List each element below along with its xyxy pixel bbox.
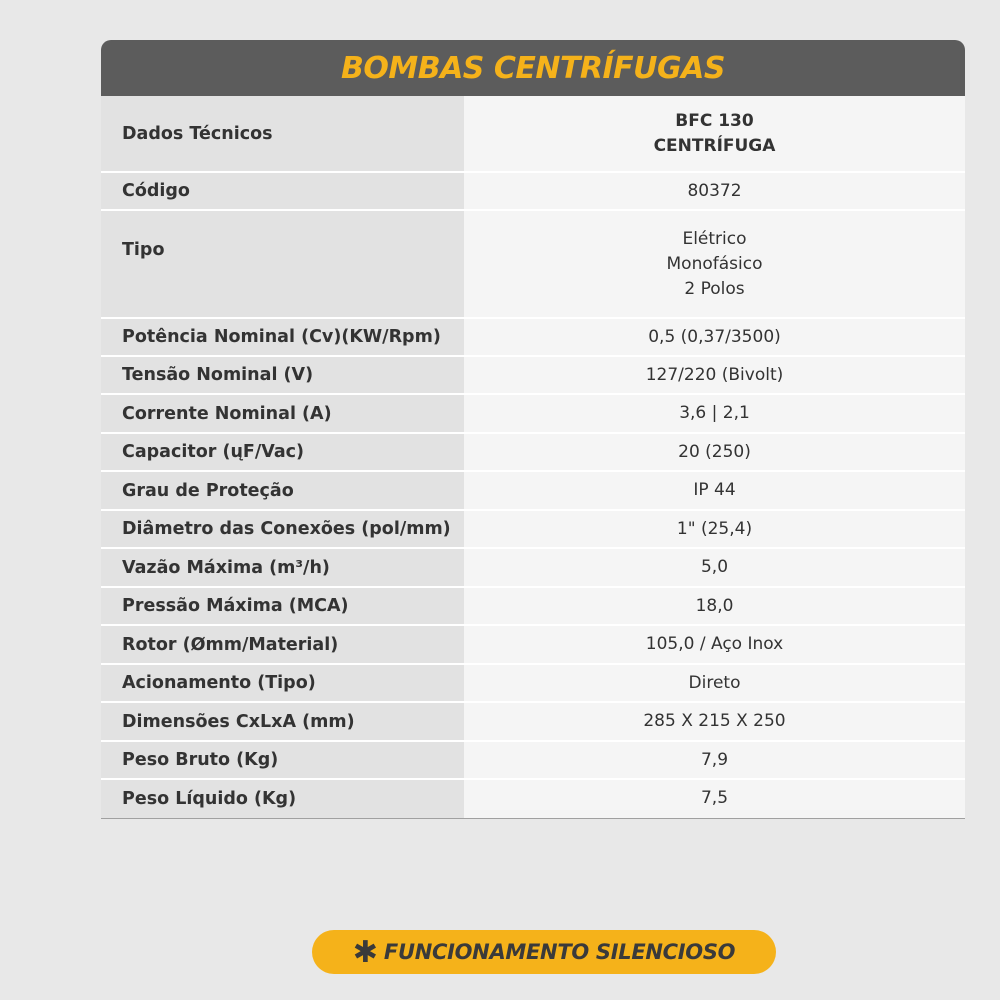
row-value [464, 96, 965, 172]
row-value: 20 (250) [464, 433, 965, 471]
model-type: CENTRÍFUGA [653, 135, 776, 156]
table-row [101, 433, 965, 471]
row-value [464, 210, 965, 318]
row-label: Dimensões CxLxA (mm) [101, 702, 464, 741]
row-value: Direto [464, 664, 965, 702]
asterisk-icon: ✱ [352, 935, 378, 970]
row-value: 18,0 [464, 587, 965, 625]
row-value: 1" (25,4) [464, 510, 965, 548]
row-label: Dados Técnicos [101, 96, 464, 172]
table-row [101, 394, 965, 433]
row-value: 80372 [464, 172, 965, 210]
table-row [101, 356, 965, 394]
spec-sheet [101, 40, 965, 819]
row-value: IP 44 [464, 471, 965, 510]
model-name: BFC 130 [675, 110, 754, 131]
row-label: Potência Nominal (Cv)(KW/Rpm) [101, 318, 464, 356]
row-label: Diâmetro das Conexões (pol/mm) [101, 510, 464, 548]
row-label: Capacitor (ųF/Vac) [101, 433, 464, 471]
row-label: Tipo [101, 210, 464, 318]
table-row [101, 471, 965, 510]
row-value: 105,0 / Aço Inox [464, 625, 965, 664]
table-row [101, 510, 965, 548]
row-value: 127/220 (Bivolt) [464, 356, 965, 394]
table-row [101, 702, 965, 741]
table-row [101, 96, 965, 172]
row-label: Rotor (Ømm/Material) [101, 625, 464, 664]
value-line: Elétrico [682, 228, 747, 249]
value-line: 2 Polos [684, 278, 745, 299]
row-label: Peso Bruto (Kg) [101, 741, 464, 779]
spec-table [101, 96, 965, 819]
table-row [101, 318, 965, 356]
row-label: Vazão Máxima (m³/h) [101, 548, 464, 587]
table-row [101, 587, 965, 625]
row-label: Código [101, 172, 464, 210]
row-value: 7,5 [464, 779, 965, 818]
title-banner [101, 40, 965, 96]
table-row [101, 779, 965, 818]
table-row [101, 548, 965, 587]
table-row [101, 172, 965, 210]
row-value: 0,5 (0,37/3500) [464, 318, 965, 356]
table-row [101, 664, 965, 702]
row-value: 3,6 | 2,1 [464, 394, 965, 433]
row-label: Corrente Nominal (A) [101, 394, 464, 433]
table-row [101, 210, 965, 318]
row-label: Pressão Máxima (MCA) [101, 587, 464, 625]
row-value: 5,0 [464, 548, 965, 587]
table-row [101, 625, 965, 664]
table-row [101, 741, 965, 779]
row-label: Tensão Nominal (V) [101, 356, 464, 394]
row-value: 285 X 215 X 250 [464, 702, 965, 741]
value-line: Monofásico [666, 253, 763, 274]
badge-text: FUNCIONAMENTO SILENCIOSO [383, 940, 736, 964]
silent-operation-badge [312, 930, 776, 974]
row-label: Peso Líquido (Kg) [101, 779, 464, 818]
row-label: Acionamento (Tipo) [101, 664, 464, 702]
row-label: Grau de Proteção [101, 471, 464, 510]
row-value: 7,9 [464, 741, 965, 779]
banner-title: BOMBAS CENTRÍFUGAS [340, 50, 725, 86]
